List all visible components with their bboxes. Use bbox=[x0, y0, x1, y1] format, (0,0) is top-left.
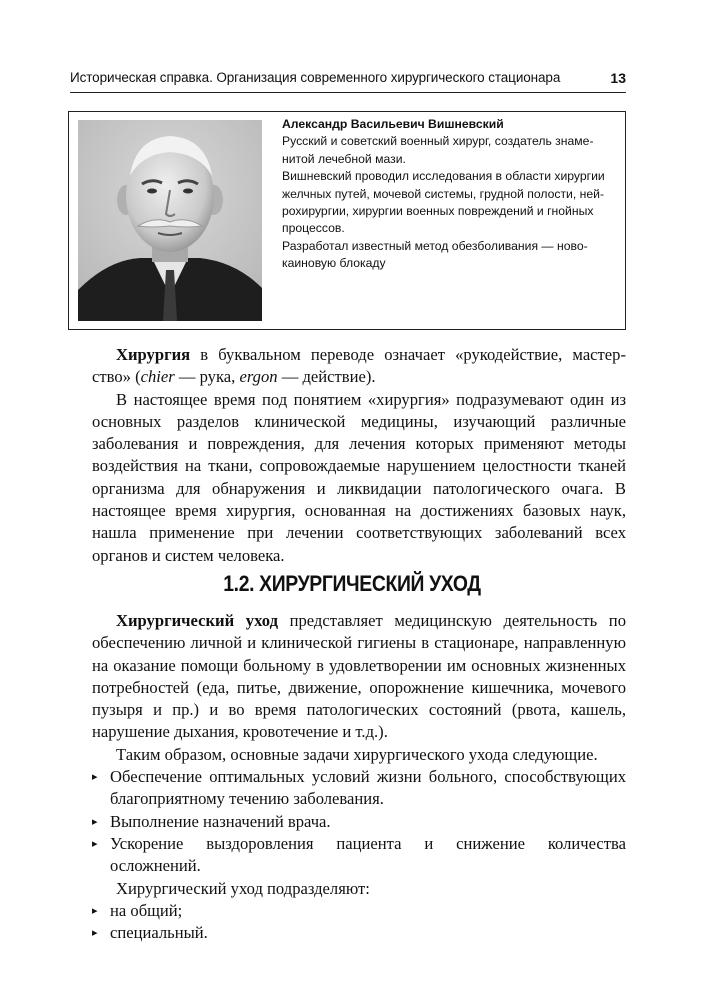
bullet-arrow-icon: ▸ bbox=[92, 927, 98, 940]
section-text bbox=[92, 610, 626, 944]
list-item: ▸ Обеспечение оптимальных условий жизни больного, способствующих благоприятному течению заболевания. bbox=[92, 767, 626, 809]
list-item: ▸ Выполнение назначений врача. bbox=[92, 811, 626, 833]
biography-line: Разработал известный метод обезболивания — ново- bbox=[282, 238, 588, 253]
tasks-list bbox=[92, 766, 626, 877]
biography-line: нитой лечебной мази. bbox=[282, 151, 406, 166]
biography-text bbox=[282, 116, 612, 273]
biography-box bbox=[68, 111, 626, 330]
list-item: ▸ на общий; bbox=[92, 900, 626, 922]
bullet-arrow-icon: ▸ bbox=[92, 904, 98, 917]
bullet-arrow-icon: ▸ bbox=[92, 815, 98, 828]
biography-line: Русский и советский военный хирург, создатель знаме- bbox=[282, 134, 594, 149]
types-intro: Хирургический уход подразделяют: bbox=[116, 878, 370, 898]
bullet-arrow-icon: ▸ bbox=[92, 771, 98, 784]
intro-text bbox=[92, 344, 626, 567]
tasks-intro: Таким образом, основные задачи хирургического ухода следующие. bbox=[116, 744, 598, 764]
section-heading: 1.2. ХИРУРГИЧЕСКИЙ УХОД bbox=[223, 571, 481, 596]
biography-line: желчных путей, мочевой системы, грудной полости, ней- bbox=[282, 186, 604, 201]
surgical-care-paragraph: Хирургический уход представляет медицинскую деятельность по обеспечению личной и клинической гигиены в стационаре, направленную на оказание помощи больному в удовлетворении им основных жизненных потребностей (еда, питье, движение, опорожнение кишечника, мочевого пузыря и пр.) и во время патологических состояний (рвота, кашель, нарушение дыхания, кровотечение и т.д.). bbox=[92, 611, 626, 742]
latin-word: ergon bbox=[239, 367, 278, 387]
biography-line: рохирургии, хирургии военных повреждений и гнойных bbox=[282, 204, 594, 219]
latin-word: chier bbox=[140, 367, 175, 387]
list-item: ▸ Ускорение выздоровления пациента и снижение количества осложнений. bbox=[92, 833, 626, 876]
biography-line: каиновую блокаду bbox=[282, 256, 386, 271]
surgery-definition-paragraph: Хирургия в буквальном переводе означает «рукодействие, мастер-ство» (chier — рука, ergon — действие). bbox=[92, 345, 626, 387]
biography-line: Вишневский проводил исследования в области хирургии bbox=[282, 169, 605, 184]
list-item: ▸ специальный. bbox=[92, 922, 626, 944]
term-surgery: Хирургия bbox=[116, 345, 191, 364]
page-number: 13 bbox=[610, 70, 626, 86]
running-header bbox=[70, 70, 626, 93]
term-surgical-care: Хирургический уход bbox=[116, 611, 278, 630]
bullet-arrow-icon: ▸ bbox=[92, 837, 98, 850]
biography-line: процессов. bbox=[282, 221, 345, 236]
types-list bbox=[92, 900, 626, 945]
biography-name: Александр Васильевич Вишневский bbox=[282, 117, 504, 131]
running-header-title: Историческая справка. Организация современного хирургического стационара bbox=[70, 70, 561, 85]
portrait-photo bbox=[78, 120, 262, 321]
surgery-description-paragraph: В настоящее время под понятием «хирургия» подразумевают один из основных разделов клинической медицины, изучающий различные заболевания и повреждения, для лечения которых применяют методы воздействия на ткани, сопровождаемые нарушением целостности тканей организма для обнаружения и ликвидации патологического очага. В настоящее время хирургия, основанная на достижениях базовых наук, нашла применение при лечении соответствующих заболеваний всех органов и систем человека. bbox=[92, 389, 626, 565]
